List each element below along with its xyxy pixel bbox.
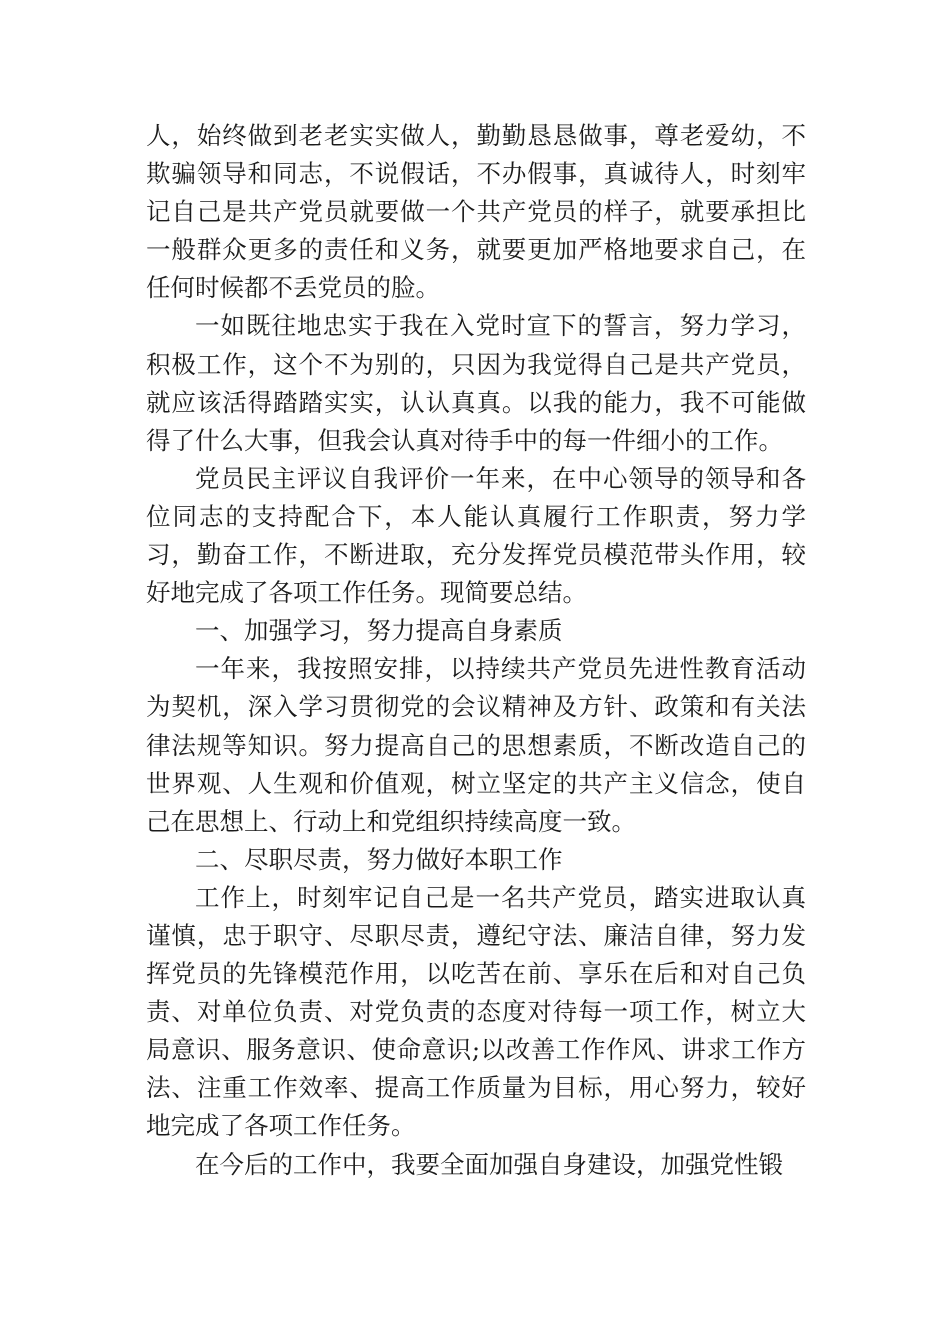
paragraph-continuation: 人，始终做到老老实实做人，勤勤恳恳做事，尊老爱幼，不欺骗领导和同志，不说假话，不办假事，真诚待人，时刻牢记自己是共产党员就要做一个共产党员的样子，就要承担比一般群众更多的责任和义务，就要更加严格地要求自己，在任何时候都不丢党员的脸。 [146,121,806,303]
document-body [146,117,806,1184]
paragraph-oath: 一如既往地忠实于我在入党时宣下的誓言，努力学习，积极工作，这个不为别的，只因为我觉得自己是共产党员，就应该活得踏踏实实，认认真真。以我的能力，我不可能做得了什么大事，但我会认真对待手中的每一件细小的工作。 [146,311,806,455]
paragraph-self-evaluation-intro: 党员民主评议自我评价一年来，在中心领导的领导和各位同志的支持配合下，本人能认真履行工作职责，努力学习，勤奋工作，不断进取，充分发挥党员模范带头作用，较好地完成了各项工作任务。现简要总结。 [146,463,806,608]
paragraph-future-work: 在今后的工作中，我要全面加强自身建设，加强党性锻 [195,1149,783,1179]
paragraph-duty: 工作上，时刻牢记自己是一名共产党员，踏实进取认真谨慎，忠于职守、尽职尽责，遵纪守法、廉洁自律，努力发挥党员的先锋模范作用，以吃苦在前、享乐在后和对自己负责、对单位负责、对党负责的态度对待每一项工作，树立大局意识、服务意识、使命意识;以改善工作作风、讲求工作方法、注重工作效率、提高工作质量为目标，用心努力，较好地完成了各项工作任务。 [146,882,806,1141]
paragraph-study: 一年来，我按照安排，以持续共产党员先进性教育活动为契机，深入学习贯彻党的会议精神及方针、政策和有关法律法规等知识。努力提高自己的思想素质，不断改造自己的世界观、人生观和价值观，树立坚定的共产主义信念，使自己在思想上、行动上和党组织持续高度一致。 [146,654,806,836]
section-heading-study: 一、加强学习，努力提高自身素质 [195,616,563,646]
section-heading-duty: 二、尽职尽责，努力做好本职工作 [195,844,563,874]
